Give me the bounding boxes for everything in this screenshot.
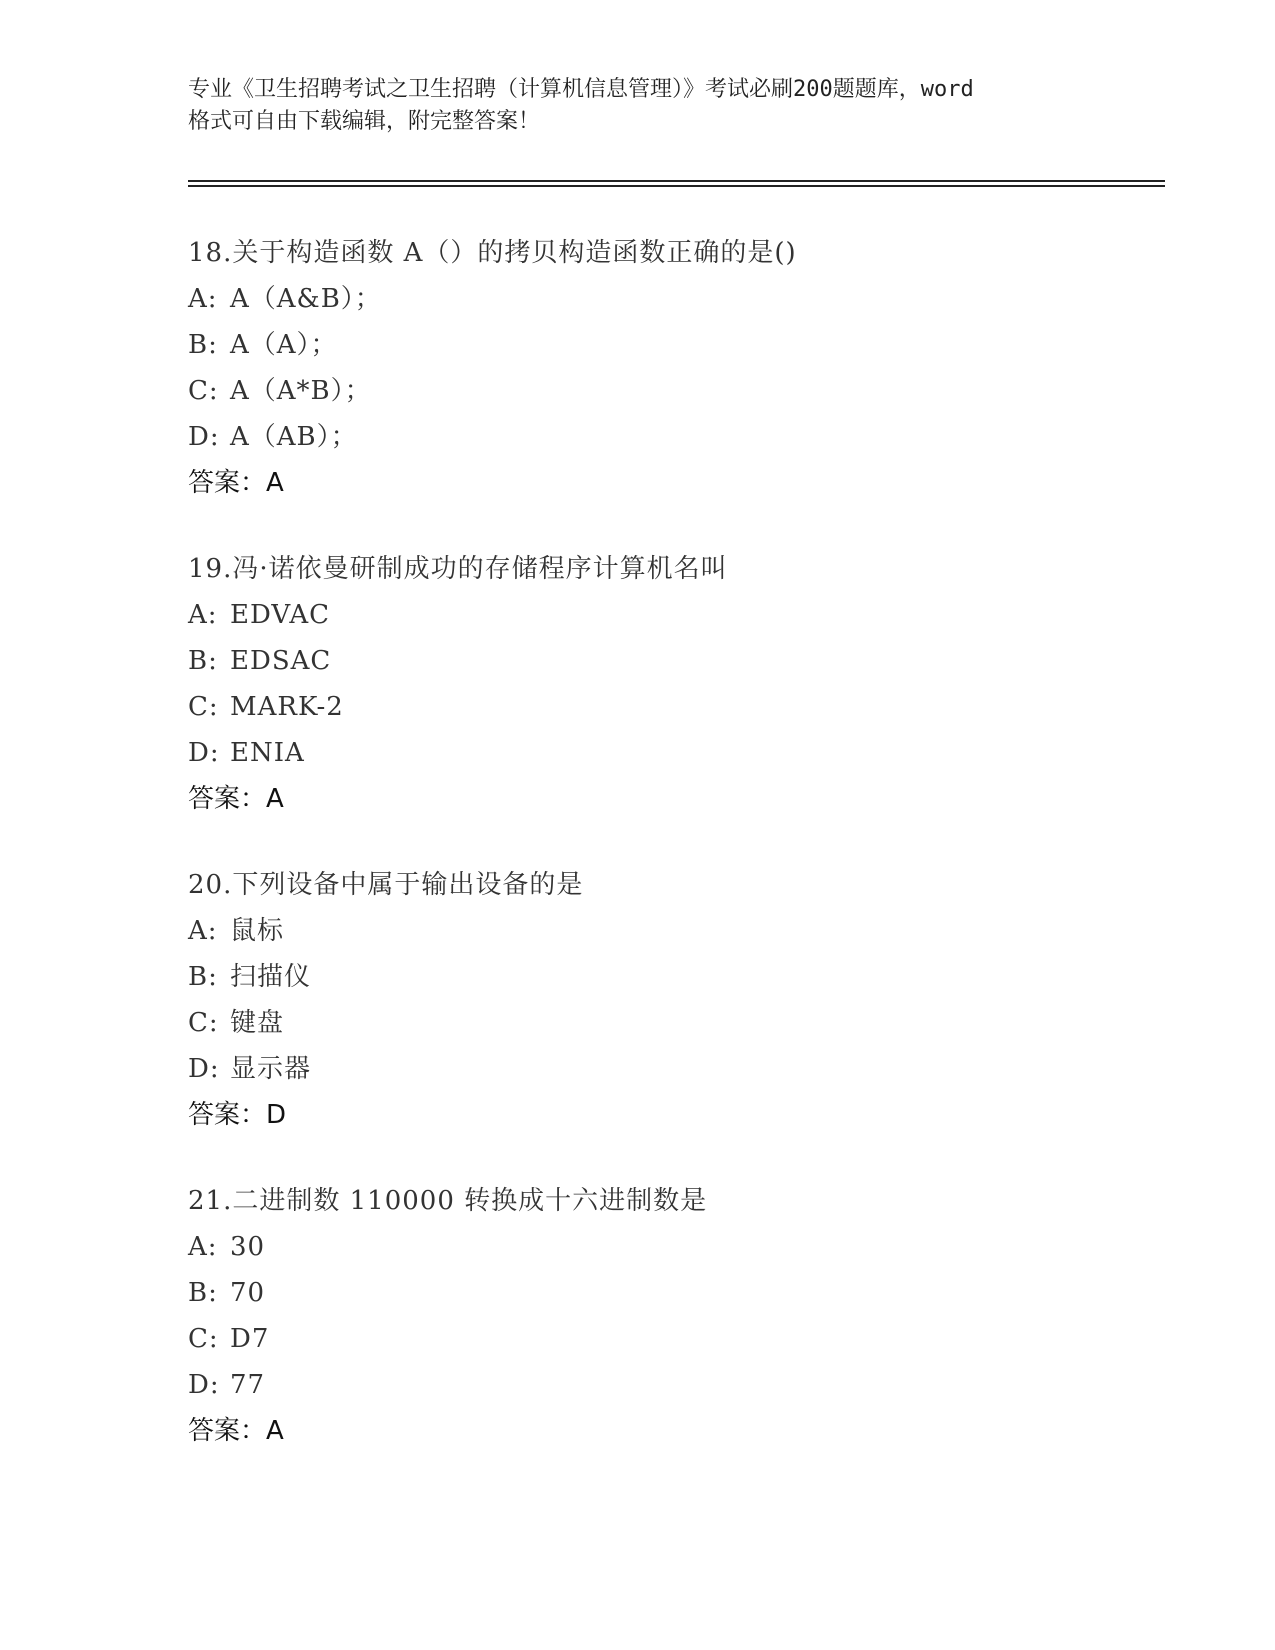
- question-title: 19.冯·诺依曼研制成功的存储程序计算机名叫: [188, 554, 728, 584]
- option-text: 扫描仪: [230, 962, 312, 992]
- question-18: [188, 230, 1148, 506]
- option-letter: B:: [188, 330, 218, 360]
- question-title: 21.二进制数 110000 转换成十六进制数是: [188, 1186, 708, 1216]
- option-letter: C:: [188, 692, 219, 722]
- document-header: [188, 74, 1088, 138]
- option-a: [188, 908, 1148, 954]
- answer: 答案：D: [188, 1100, 287, 1130]
- option-letter: A:: [188, 1232, 218, 1262]
- answer: 答案：A: [188, 468, 284, 498]
- option-c: [188, 684, 1148, 730]
- option-a: [188, 1224, 1148, 1270]
- question-19: [188, 546, 1148, 822]
- option-b: [188, 322, 1148, 368]
- option-text: A（A&B）；: [230, 284, 382, 314]
- option-d: [188, 730, 1148, 776]
- option-letter: C:: [188, 1008, 219, 1038]
- option-letter: A:: [188, 916, 218, 946]
- option-letter: B:: [188, 646, 218, 676]
- option-c: [188, 1000, 1148, 1046]
- option-text: 显示器: [230, 1054, 312, 1084]
- option-text: 77: [230, 1370, 266, 1400]
- option-text: EDSAC: [230, 646, 332, 676]
- question-title: 18.关于构造函数 A（）的拷贝构造函数正确的是(): [188, 238, 797, 268]
- option-letter: D:: [188, 422, 220, 452]
- option-text: A（AB）；: [230, 422, 358, 452]
- option-text: 鼠标: [230, 916, 285, 946]
- header-line-2: 格式可自由下载编辑，附完整答案！: [188, 109, 541, 134]
- answer: 答案：A: [188, 1416, 284, 1446]
- option-b: [188, 638, 1148, 684]
- option-text: 键盘: [230, 1008, 285, 1038]
- option-a: [188, 276, 1148, 322]
- option-letter: A:: [188, 284, 218, 314]
- option-b: [188, 1270, 1148, 1316]
- question-20: [188, 862, 1148, 1138]
- option-text: A（A*B）；: [230, 376, 372, 406]
- option-text: 70: [230, 1278, 266, 1308]
- option-letter: B:: [188, 962, 218, 992]
- option-text: MARK-2: [230, 692, 344, 722]
- option-d: [188, 414, 1148, 460]
- question-21: [188, 1178, 1148, 1454]
- header-divider-bottom: [188, 185, 1165, 187]
- option-text: EDVAC: [230, 600, 331, 630]
- option-a: [188, 592, 1148, 638]
- option-d: [188, 1046, 1148, 1092]
- option-d: [188, 1362, 1148, 1408]
- option-c: [188, 368, 1148, 414]
- option-text: ENIA: [230, 738, 305, 768]
- option-letter: B:: [188, 1278, 218, 1308]
- answer: 答案：A: [188, 784, 284, 814]
- option-letter: A:: [188, 600, 218, 630]
- question-title: 20.下列设备中属于输出设备的是: [188, 870, 584, 900]
- option-text: 30: [230, 1232, 266, 1262]
- option-text: A（A）；: [230, 330, 338, 360]
- option-letter: C:: [188, 376, 219, 406]
- option-c: [188, 1316, 1148, 1362]
- option-b: [188, 954, 1148, 1000]
- header-divider-top: [188, 180, 1165, 182]
- option-letter: D:: [188, 1054, 220, 1084]
- option-text: D7: [230, 1324, 270, 1354]
- option-letter: D:: [188, 1370, 220, 1400]
- option-letter: C:: [188, 1324, 219, 1354]
- header-line-1: 专业《卫生招聘考试之卫生招聘（计算机信息管理）》考试必刷200题题库，word: [188, 77, 974, 102]
- option-letter: D:: [188, 738, 220, 768]
